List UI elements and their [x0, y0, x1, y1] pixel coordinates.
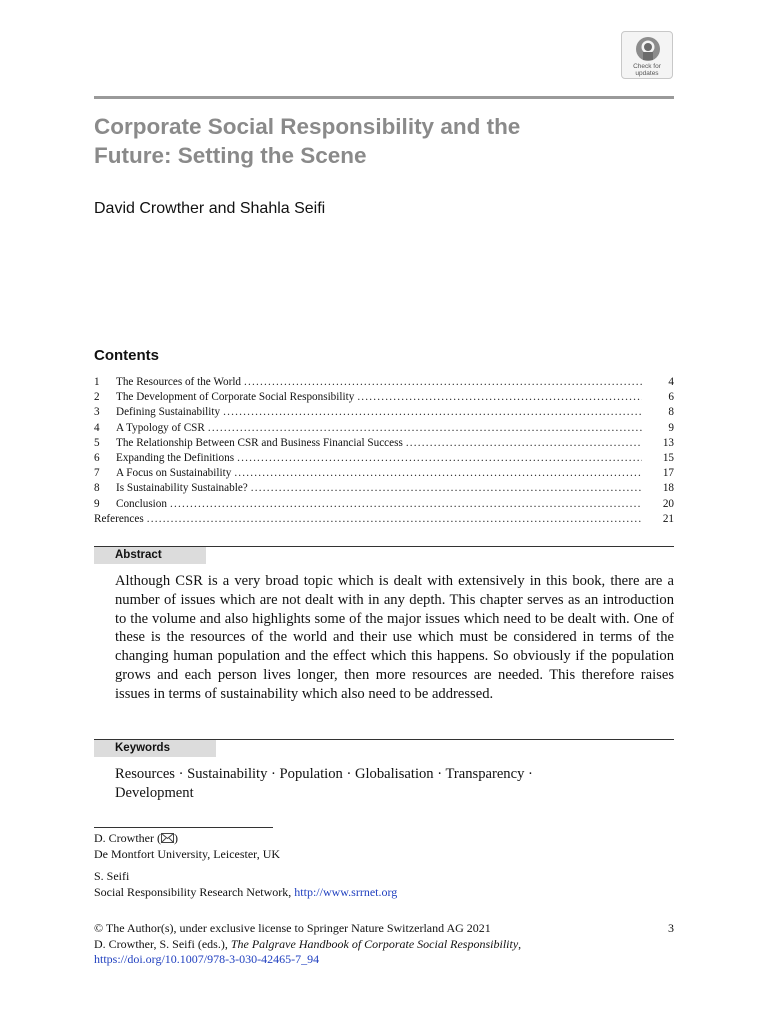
toc-number: 2	[94, 391, 100, 404]
toc-page: 17	[662, 467, 674, 480]
abstract-text: Although CSR is a very broad topic which is dealt with extensively in this book, there are a number of issues which are not dealt with in any depth. This chapter serves as an introduction to the volume and also highlights some of the major issues which need to be dealt with. One of these is the resources of the world and their use which must be considered in terms of the changing human population and the effect which this happens. So obviously if the population grows and each person lives longer, then more resources are needed. This therefore raises issues in terms of sustainability which also need to be addressed.	[115, 573, 674, 702]
toc-leader	[208, 421, 642, 436]
top-rule	[94, 96, 674, 99]
footnote-rule	[94, 827, 273, 828]
toc-number: 7	[94, 467, 100, 480]
toc-number: 8	[94, 482, 100, 495]
toc-page: 9	[668, 421, 674, 434]
toc-row[interactable]	[94, 405, 674, 420]
toc-number: 9	[94, 497, 100, 510]
badge-line-1: Check for	[633, 63, 661, 70]
chapter-title	[94, 112, 674, 170]
toc-page: 6	[668, 391, 674, 404]
toc-row[interactable]	[94, 421, 674, 436]
toc-leader	[234, 466, 642, 481]
toc-row[interactable]	[94, 481, 674, 496]
seifi-name: S. Seifi	[94, 869, 130, 883]
seifi-affiliation-text: Social Responsibility Research Network,	[94, 885, 295, 899]
toc-leader	[406, 436, 642, 451]
crowther-name-text: D. Crowther (	[94, 831, 161, 845]
copyright: © The Author(s), under exclusive license to Springer Nature Switzerland AG 2021	[94, 921, 491, 935]
email-icon[interactable]	[161, 833, 174, 843]
toc-row[interactable]	[94, 466, 674, 481]
toc-number: 6	[94, 451, 100, 464]
toc-number: 5	[94, 436, 100, 449]
keywords	[115, 765, 674, 803]
toc-leader	[357, 390, 642, 405]
crowther-name	[94, 831, 178, 847]
toc-number: 1	[94, 376, 100, 388]
toc-leader	[147, 512, 642, 527]
toc-leader	[237, 451, 642, 466]
toc-row[interactable]	[94, 497, 674, 512]
toc-page: 4	[668, 376, 674, 388]
toc-title: Expanding the Definitions	[116, 451, 235, 464]
crowther-name-end: )	[173, 831, 178, 845]
srrnet-link[interactable]: http://www.srrnet.org	[294, 885, 398, 899]
toc-leader	[244, 375, 642, 390]
toc-page: 18	[662, 482, 674, 495]
check-for-updates-badge[interactable]	[621, 31, 673, 79]
page-number: 3	[668, 921, 674, 935]
toc-number: 4	[94, 421, 100, 434]
toc-title: A Focus on Sustainability	[116, 467, 232, 480]
toc-title: Defining Sustainability	[116, 406, 221, 419]
citation-prefix: D. Crowther, S. Seifi (eds.),	[94, 937, 231, 951]
toc-title: The Relationship Between CSR and Business Financial Success	[116, 436, 403, 449]
toc-leader	[170, 497, 642, 512]
toc-page: 15	[662, 451, 674, 464]
toc-page: 21	[662, 512, 674, 525]
contents-heading: Contents	[94, 347, 159, 364]
toc-leader	[251, 481, 642, 496]
toc-title: The Development of Corporate Social Responsibility	[116, 391, 355, 404]
toc-row[interactable]	[94, 512, 674, 527]
toc-leader	[223, 405, 642, 420]
keywords-label: Keywords	[94, 740, 216, 757]
table-of-contents	[94, 375, 674, 527]
toc-row[interactable]	[94, 451, 674, 466]
toc-page: 20	[662, 497, 674, 510]
citation-suffix: ,	[518, 937, 522, 951]
seifi-affiliation	[94, 885, 397, 901]
authors: David Crowther and Shahla Seifi	[94, 200, 326, 217]
title-line-1: Corporate Social Responsibility and the	[94, 114, 521, 139]
toc-row[interactable]	[94, 390, 674, 405]
toc-number: 3	[94, 406, 100, 419]
toc-title: The Resources of the World	[116, 376, 242, 388]
crossmark-icon	[635, 36, 661, 62]
crowther-affiliation: De Montfort University, Leicester, UK	[94, 847, 281, 861]
citation-book-title: The Palgrave Handbook of Corporate Social Responsibility	[230, 937, 519, 951]
abstract-label: Abstract	[94, 547, 206, 564]
keywords-line-1: Resources · Sustainability · Population · Globalisation · Transparency ·	[115, 766, 533, 782]
toc-title: References	[94, 512, 144, 525]
toc-page: 8	[668, 406, 674, 419]
keywords-line-2: Development	[115, 784, 194, 801]
toc-title: A Typology of CSR	[116, 421, 205, 434]
doi-link[interactable]: https://doi.org/10.1007/978-3-030-42465-7_94	[94, 952, 320, 966]
badge-line-2: updates	[635, 70, 659, 77]
toc-title: Is Sustainability Sustainable?	[116, 482, 248, 495]
toc-page: 13	[662, 436, 674, 449]
toc-row[interactable]	[94, 375, 674, 390]
toc-row[interactable]	[94, 436, 674, 451]
toc-title: Conclusion	[116, 497, 167, 510]
citation	[94, 937, 521, 953]
title-line-2: Future: Setting the Scene	[94, 143, 367, 168]
